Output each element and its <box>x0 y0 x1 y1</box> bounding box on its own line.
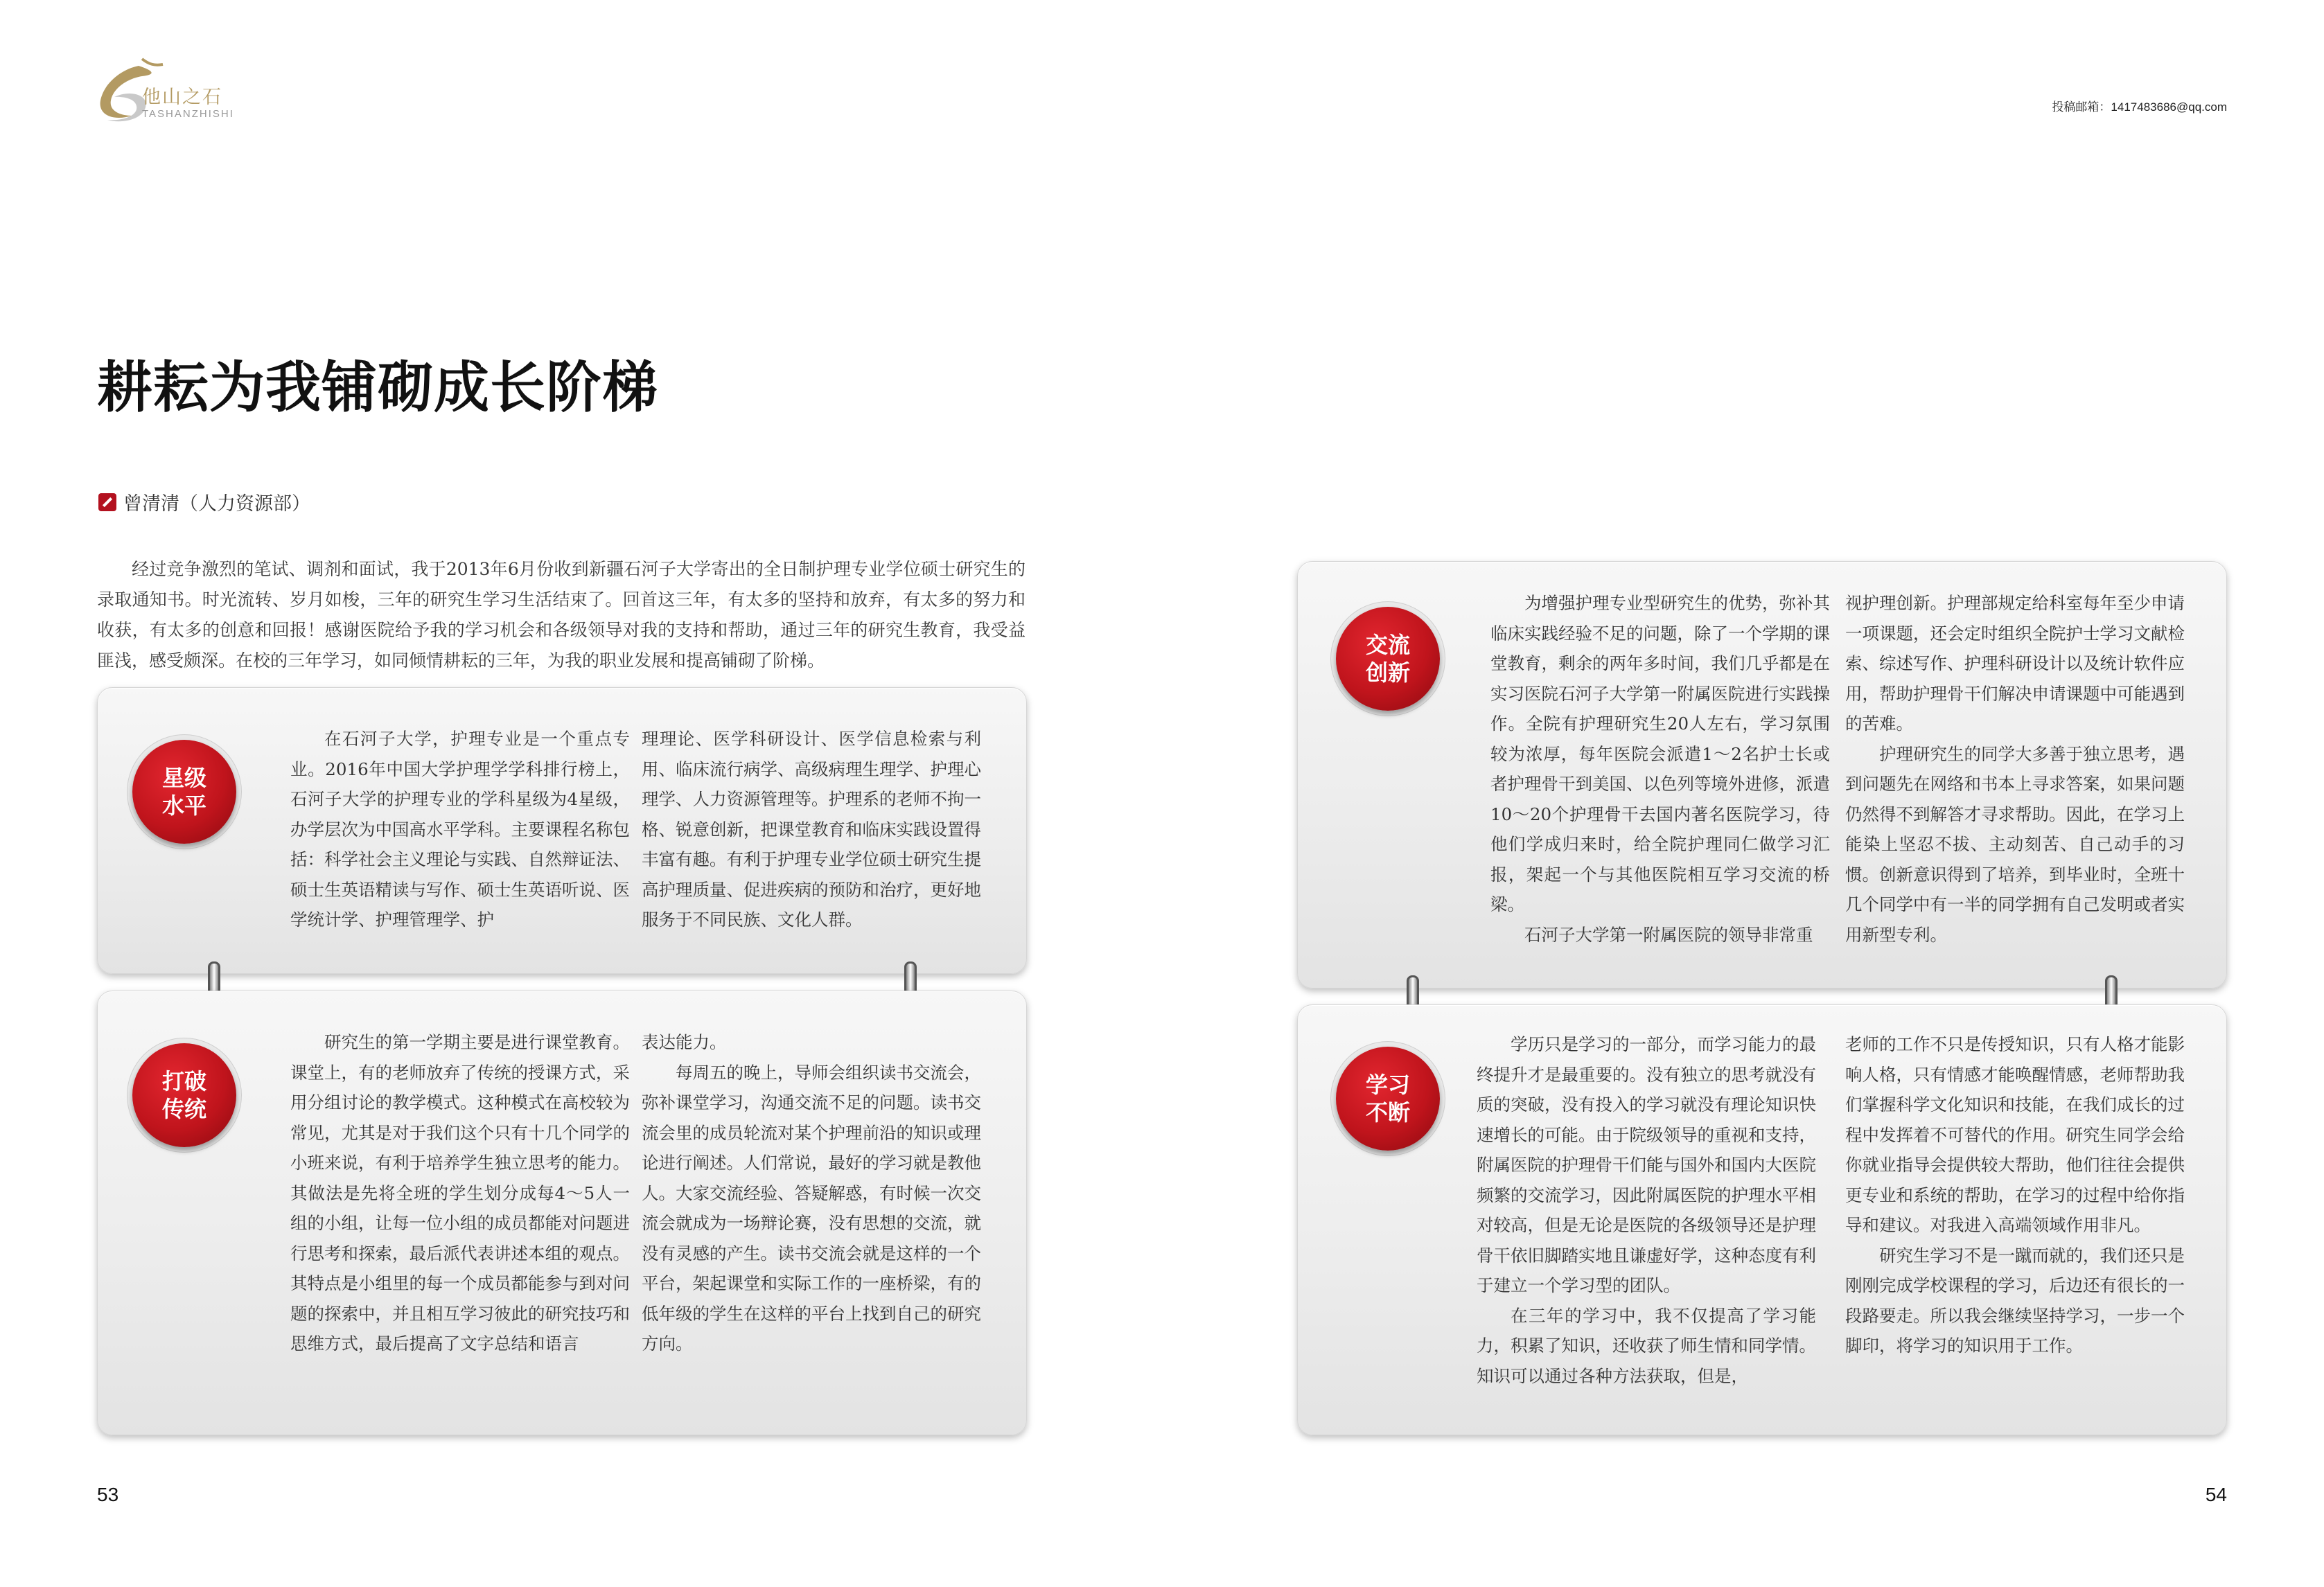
badge-line-2: 传统 <box>161 1096 206 1122</box>
section-text-right <box>1845 1029 2185 1361</box>
section-text-right <box>1845 588 2185 950</box>
badge-line-1: 学习 <box>1365 1072 1410 1098</box>
section-badge <box>132 740 236 844</box>
badge-line-1: 打破 <box>161 1068 206 1094</box>
section-text-left <box>1477 1029 1816 1391</box>
pen-icon <box>98 493 116 511</box>
section-text-right <box>642 1027 981 1359</box>
section-badge <box>1336 607 1440 711</box>
paragraph: 在石河子大学，护理专业是一个重点专业。2016年中国大学护理学学科排行榜上，石河子大学的护理专业的学科星级为4星级，办学层次为中国高水平学科。主要课程名称包括：科学社会主义理论与实践、自然辩证法、硕士生英语精读与写作、硕士生英语听说、医学统计学、护理管理学、护 <box>290 729 630 930</box>
paragraph: 护理研究生的同学大多善于独立思考，遇到问题先在网络和书本上寻求答案，如果问题仍然得不到解答才寻求帮助。因此，在学习上能染上坚忍不拔、主动刻苦、自己动手的习惯。创新意识得到了培养，到毕业时，全班十几个同学中有一半的同学拥有自己发明或者实用新型专利。 <box>1845 743 2185 945</box>
paragraph: 石河子大学第一附属医院的领导非常重 <box>1524 924 1813 945</box>
section-text-left <box>1490 588 1830 950</box>
section-text-right <box>642 724 981 935</box>
section-text-left <box>290 1027 630 1359</box>
paragraph: 研究生学习不是一蹴而就的，我们还只是刚刚完成学校课程的学习，后边还有很长的一段路要走。所以我会继续坚持学习，一步一个脚印，将学习的知识用于工作。 <box>1845 1245 2185 1356</box>
author-name: 曾清清（人力资源部） <box>123 493 310 515</box>
section-card-exchange-innovation <box>1297 561 2227 988</box>
section-badge <box>132 1043 236 1147</box>
badge-line-2: 创新 <box>1365 659 1410 686</box>
section-badge <box>1336 1047 1440 1151</box>
badge-line-2: 水平 <box>161 792 206 819</box>
paragraph: 学历只是学习的一部分，而学习能力的最终提升才是最重要的。没有独立的思考就没有质的突破，没有投入的学习就没有理论知识快速增长的可能。由于院级领导的重视和支持，附属医院的护理骨干们能与国外和国内大医院频繁的交流学习，因此附属医院的护理水平相对较高，但是无论是医院的各级领导还是护理骨干依旧脚踏实地且谦虚好学，这种态度有利于建立一个学习型的团队。 <box>1477 1034 1816 1295</box>
logo-text: 他山之石 <box>142 87 222 108</box>
badge-line-1: 星级 <box>161 765 206 791</box>
page-number-left: 53 <box>97 1484 119 1505</box>
page-title: 耕耘为我铺砌成长阶梯 <box>97 355 658 420</box>
author-line <box>98 488 310 515</box>
page-number-right: 54 <box>2205 1484 2227 1505</box>
paragraph: 视护理创新。护理部规定给科室每年至少申请一项课题，还会定时组织全院护士学习文献检索、综述写作、护理科研设计以及统计软件应用，帮助护理骨干们解决申请课题中可能遇到的苦难。 <box>1845 593 2185 734</box>
paragraph: 理理论、医学科研设计、医学信息检索与利用、临床流行病学、高级病理生理学、护理心理学、人力资源管理等。护理系的老师不拘一格、锐意创新，把课堂教育和临床实践设置得丰富有趣。有利于护理专业学位硕士研究生提高护理质量、促进疾病的预防和治疗，更好地服务于不同民族、文化人群。 <box>642 729 981 930</box>
paragraph: 表达能力。 <box>642 1032 727 1052</box>
badge-line-1: 交流 <box>1365 632 1410 658</box>
section-card-continuous-learning <box>1297 1004 2227 1435</box>
paragraph: 研究生的第一学期主要是进行课堂教育。课堂上，有的老师放弃了传统的授课方式，采用分组讨论的教学模式。这种模式在高校较为常见，尤其是对于我们这个只有十几个同学的小班来说，有利于培养学生独立思考的能力。其做法是先将全班的学生划分成每4～5人一组的小组，让每一位小组的成员都能对问题进行思考和探索，最后派代表讲述本组的观点。其特点是小组里的每一个成员都能参与到对问题的探索中，并且相互学习彼此的研究技巧和思维方式，最后提高了文字总结和语言 <box>290 1032 630 1354</box>
paragraph: 每周五的晚上，导师会组织读书交流会，弥补课堂学习，沟通交流不足的问题。读书交流会里的成员轮流对某个护理前沿的知识或理论进行阐述。人们常说，最好的学习就是教他人。大家交流经验、答疑解惑，有时候一次交流会就成为一场辩论赛，没有思想的交流，就没有灵感的产生。读书交流会就是这样的一个平台，架起课堂和实际工作的一座桥梁，有的低年级的学生在这样的平台上找到自己的研究方向。 <box>642 1062 981 1354</box>
section-card-star-level <box>97 687 1027 974</box>
intro-paragraph: 经过竞争激烈的笔试、调剂和面试，我于2013年6月份收到新疆石河子大学寄出的全日制护理专业学位硕士研究生的录取通知书。时光流转、岁月如梭，三年的研究生学习生活结束了。回首这三年，有太多的坚持和放弃，有太多的努力和收获，有太多的创意和回报！感谢医院给予我的学习机会和各级领导对我的支持和帮助，通过三年的研究生教育，我受益匪浅，感受颇深。在校的三年学习，如同倾情耕耘的三年，为我的职业发展和提高铺砌了阶梯。 <box>97 559 1025 671</box>
section-card-break-tradition <box>97 991 1027 1435</box>
section-text-left <box>290 724 630 935</box>
submission-email: 投稿邮箱：1417483686@qq.com <box>2052 100 2227 114</box>
paragraph: 在三年的学习中，我不仅提高了学习能力，积累了知识，还收获了师生情和同学情。知识可以通过各种方法获取，但是， <box>1477 1305 1816 1386</box>
logo-subtitle: TASHANZHISHI <box>142 108 234 120</box>
paragraph: 老师的工作不只是传授知识，只有人格才能影响人格，只有情感才能唤醒情感，老师帮助我们掌握科学文化知识和技能，在我们成长的过程中发挥着不可替代的作用。研究生同学会给你就业指导会提供较大帮助，他们往往会提供更专业和系统的帮助，在学习的过程中给你指导和建议。对我进入高端领域作用非凡。 <box>1845 1034 2185 1235</box>
paragraph: 为增强护理专业型研究生的优势，弥补其临床实践经验不足的问题，除了一个学期的课堂教育，剩余的两年多时间，我们几乎都是在实习医院石河子大学第一附属医院进行实践操作。全院有护理研究生20人左右，学习氛围较为浓厚，每年医院会派遣1～2名护士长或者护理骨干到美国、以色列等境外进修，派遣10～20个护理骨干去国内著名医院学习，待他们学成归来时，给全院护理同仁做学习汇报，架起一个与其他医院相互学习交流的桥梁。 <box>1490 593 1830 914</box>
badge-line-2: 不断 <box>1365 1099 1410 1126</box>
